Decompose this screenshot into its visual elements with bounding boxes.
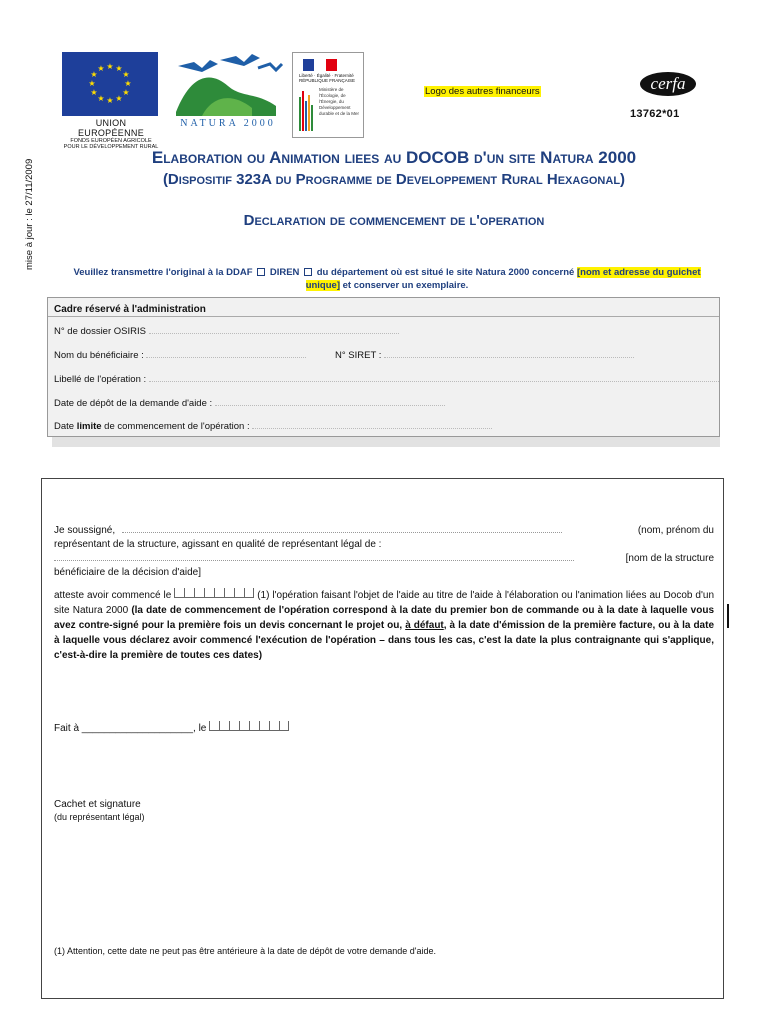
- siret-field[interactable]: [384, 350, 634, 358]
- other-funders-logo-placeholder: Logo des autres financeurs: [425, 86, 540, 97]
- structure-name-note: [nom de la structure: [625, 553, 714, 564]
- beneficiary-field[interactable]: [146, 350, 306, 358]
- eu-name: UNION EUROPÉENNE: [77, 118, 144, 138]
- form-subtitle: (Dispositif 323A du Programme de Developpement Rural Hexagonal): [162, 171, 626, 188]
- eu-fund-name: FONDS EUROPÉEN AGRICOLE POUR LE DÉVELOPPEMENT RURAL: [63, 138, 159, 150]
- guichet-unique-highlight: [nom et adresse du guichet unique]: [305, 267, 701, 291]
- attests-start-label: atteste avoir commencé le: [54, 590, 172, 601]
- ddaf-checkbox[interactable]: [257, 268, 265, 276]
- siret-label: N° SIRET :: [335, 350, 382, 361]
- svg-text:★: ★: [106, 96, 114, 105]
- change-bar: [727, 604, 729, 628]
- instructions-text-3: du département où est situé le site Natura 2000 concerné: [316, 267, 575, 278]
- structure-line: [54, 551, 714, 566]
- svg-text:★: ★: [122, 88, 130, 97]
- stamp-signature-sublabel: (du représentant légal): [54, 812, 145, 822]
- beneficiary-label: Nom du bénéficiaire :: [54, 350, 144, 361]
- signature-area[interactable]: [54, 824, 714, 934]
- svg-text:★: ★: [122, 70, 130, 79]
- limit-date-row: [54, 421, 492, 432]
- osiris-field[interactable]: [149, 326, 399, 334]
- cerfa-number: 13762*01: [630, 108, 680, 120]
- admin-box-shadow: [52, 437, 720, 447]
- beneficiary-decision-note: bénéficiaire de la décision d'aide]: [54, 567, 202, 578]
- republic-text: Liberté · Égalité · Fraternité RÉPUBLIQUE FRANÇAISE: [299, 73, 356, 83]
- svg-text:★: ★: [115, 94, 123, 103]
- eu-flag-icon: [62, 52, 158, 116]
- deposit-date-row: [54, 398, 445, 409]
- osiris-row: [54, 326, 399, 337]
- beneficiary-row: [54, 350, 306, 361]
- svg-text:★: ★: [106, 62, 114, 71]
- svg-text:★: ★: [88, 79, 96, 88]
- limit-date-prefix: Date: [54, 421, 75, 432]
- declaration-title: Declaration de commencement de l'operation: [243, 212, 545, 229]
- update-date-vertical: [22, 150, 42, 270]
- diren-checkbox[interactable]: [304, 268, 312, 276]
- start-date-definition-1: (la date de commencement de l'opération correspond à la date du premier bon de commande ou à la date à laquelle vous avez contre-signé pour la première fois un devis concernant le projet ou,: [54, 605, 715, 631]
- instructions-text-2: DIREN: [269, 267, 300, 278]
- svg-text:★: ★: [90, 88, 98, 97]
- admin-box-title: Cadre réservé à l'administration: [54, 304, 206, 315]
- start-date-definition-2: , à la date d'émission de la première facture, ou à la date à laquelle vous déclarez avoir commencé l'exécution de l'opération – dans tous les cas, c'est la date la plus contraignante qui s'applique, c'est-à-dire la première de toutes ces dates): [54, 620, 715, 661]
- default-underlined: à défaut: [405, 620, 444, 631]
- signatory-line: [54, 523, 714, 538]
- admin-reserved-box: [47, 297, 720, 437]
- deposit-date-label: Date de dépôt de la demande d'aide :: [54, 398, 213, 409]
- svg-text:★: ★: [90, 70, 98, 79]
- admin-title-divider: [48, 316, 719, 317]
- signature-date-field[interactable]: [209, 721, 289, 731]
- operation-label-row: [54, 374, 719, 385]
- deposit-date-field[interactable]: [215, 398, 445, 406]
- attestation-paragraph: [54, 588, 714, 663]
- limit-date-bold: limite: [76, 421, 102, 432]
- ministry-text: Ministère de l'Écologie, de l'Énergie, du Développement durable et de la Mer: [319, 87, 360, 116]
- limit-date-suffix: de commencement de l'opération :: [104, 421, 250, 432]
- instructions-text-4: et conserver un exemplaire.: [342, 280, 469, 291]
- french-republic-logo: [292, 52, 364, 138]
- svg-text:★: ★: [97, 64, 105, 73]
- name-firstname-note: (nom, prénom du: [637, 525, 714, 536]
- svg-text:★: ★: [97, 94, 105, 103]
- svg-text:★: ★: [115, 64, 123, 73]
- form-title: Elaboration ou Animation liees au DOCOB d'un site Natura 2000: [151, 148, 637, 167]
- place-date-line: [54, 721, 714, 736]
- je-soussigne-label: Je soussigné,: [54, 525, 116, 536]
- start-date-field[interactable]: [174, 588, 254, 598]
- declaration-box: [41, 478, 724, 999]
- limit-date-field[interactable]: [252, 421, 492, 429]
- structure-name-field[interactable]: [54, 552, 574, 561]
- representative-line: représentant de la structure, agissant en qualité de représentant légal de :: [54, 539, 382, 550]
- fait-a-label: Fait à ____________________, le: [54, 723, 207, 734]
- stamp-signature-label: Cachet et signature: [54, 799, 141, 810]
- update-date-text: mise à jour : le 27/11/2009: [24, 158, 35, 270]
- natura-2000-text: NATURA 2000: [180, 118, 276, 129]
- footnote: (1) Attention, cette date ne peut pas être antérieure à la date de dépôt de votre demande d'aide.: [54, 946, 436, 956]
- signatory-name-field[interactable]: [122, 524, 562, 533]
- operation-label-field[interactable]: [149, 374, 719, 382]
- marianne-icon: [303, 59, 337, 71]
- svg-text:★: ★: [124, 79, 132, 88]
- osiris-label: N° de dossier OSIRIS: [54, 326, 146, 337]
- siret-row: [335, 350, 634, 361]
- instructions-text-1: Veuillez transmettre l'original à la DDAF: [73, 267, 253, 278]
- cerfa-logo: cerfa: [640, 72, 696, 96]
- operation-label-label: Libellé de l'opération :: [54, 374, 147, 385]
- eu-logo: [62, 52, 160, 150]
- ministry-stripes-icon: [298, 87, 316, 133]
- submission-instructions: [62, 266, 712, 292]
- attestation-text: (1) l'opération faisant l'objet de l'aide au titre de l'aide à l'élaboration ou l'animation liées au Docob d'un site Natura 2000: [54, 590, 715, 616]
